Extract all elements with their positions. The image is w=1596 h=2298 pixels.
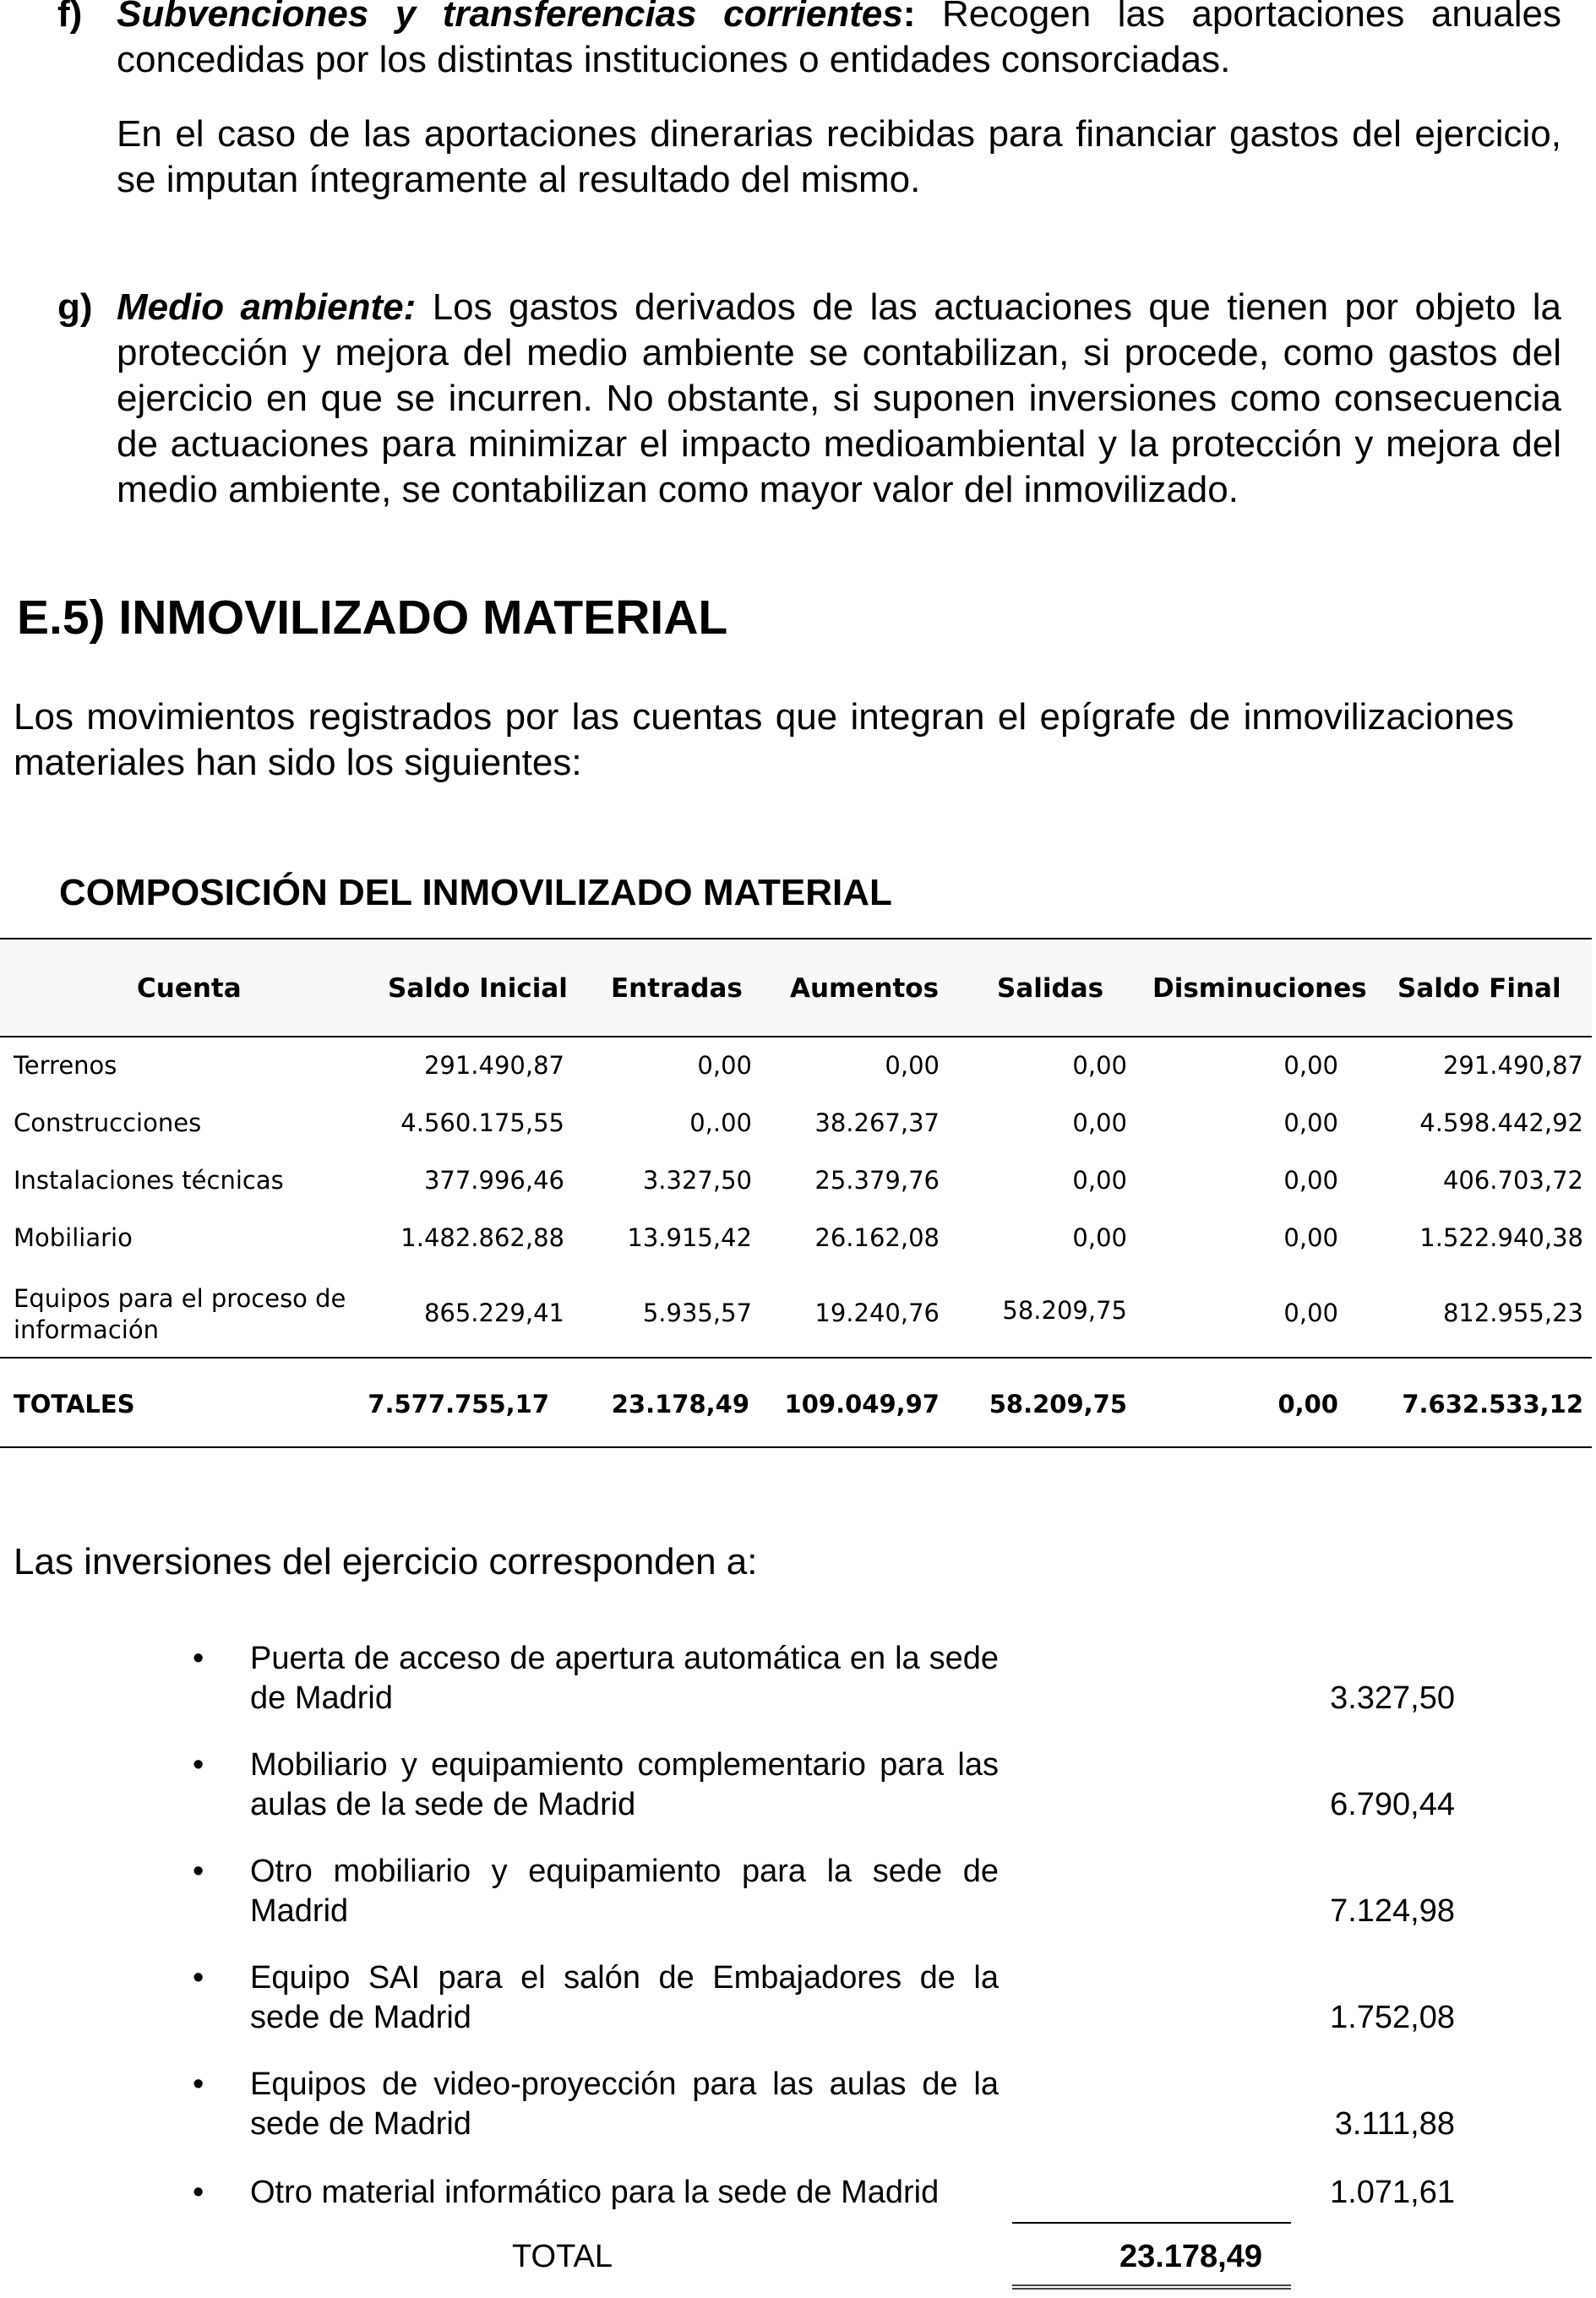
- row-1-salidas: 0,00: [1072, 1051, 1127, 1080]
- row-1-saldo-inicial: 291.490,87: [423, 1051, 564, 1080]
- row-4-salidas: 0,00: [1072, 1223, 1127, 1252]
- investment-amount: 3.111,88: [1334, 2106, 1455, 2142]
- col-header-aumentos: Aumentos: [790, 973, 940, 1004]
- row-3-cuenta: Instalaciones técnicas: [14, 1166, 284, 1195]
- row-2-salidas: 0,00: [1072, 1108, 1127, 1137]
- row-2-entradas: 0,.00: [689, 1108, 752, 1137]
- row-1-cuenta: Terrenos: [14, 1051, 117, 1080]
- row-4-aumentos: 26.162,08: [814, 1223, 940, 1252]
- item-g-paragraph: [117, 285, 1561, 513]
- row-2-saldo-final: 4.598.442,92: [1419, 1108, 1583, 1137]
- col-header-entradas: Entradas: [611, 973, 743, 1004]
- row-5-salidas: 58.209,75: [1002, 1296, 1127, 1325]
- row-4-cuenta: Mobiliario: [14, 1223, 133, 1252]
- col-header-disminuciones: Disminuciones: [1152, 973, 1367, 1004]
- row-1-disminuciones: 0,00: [1283, 1051, 1338, 1080]
- section-intro: Los movimientos registrados por las cuentas que integran el epígrafe de inmovilizaciones materiales han sido los siguientes:: [14, 696, 1514, 783]
- row-1-entradas: 0,00: [697, 1051, 752, 1080]
- item-g-marker: g): [57, 286, 93, 328]
- col-header-salidas: Salidas: [997, 973, 1104, 1004]
- bullet-icon: •: [193, 2175, 204, 2210]
- total-top-rule: [1012, 2222, 1291, 2224]
- item-f-marker: f): [57, 0, 83, 35]
- investment-desc: Mobiliario y equipamiento complementario para las aulas de la sede de Madrid: [250, 1747, 999, 1822]
- investment-amount: 1.752,08: [1330, 2000, 1455, 2035]
- row-3-entradas: 3.327,50: [642, 1166, 752, 1195]
- row-3-saldo-inicial: 377.996,46: [423, 1166, 564, 1195]
- row-5-cuenta-line2: información: [14, 1315, 159, 1344]
- item-f-title: Subvenciones y transferencias corrientes: [117, 0, 903, 35]
- totals-entradas: 23.178,49: [611, 1390, 749, 1419]
- row-4-disminuciones: 0,00: [1283, 1223, 1338, 1252]
- row-3-saldo-final: 406.703,72: [1442, 1166, 1583, 1195]
- item-f-paragraph: [117, 0, 1561, 83]
- section-heading: E.5) INMOVILIZADO MATERIAL: [17, 591, 728, 645]
- row-4-saldo-inicial: 1.482.862,88: [400, 1223, 564, 1252]
- item-f-text: Recogen las aportaciones anuales concedidas por los distintas instituciones o entidades consorciadas.: [117, 0, 1561, 80]
- bullet-icon: •: [193, 1641, 204, 1676]
- item-g-text: Los gastos derivados de las actuaciones que tienen por objeto la protección y mejora del medio ambiente se contabilizan, si procede, como gastos del ejercicio en que se incurren. No obstante, si suponen inversiones como consecuencia de actuaciones para minimizar el impacto medioambiental y la protección y mejora del medio ambiente, se contabilizan como mayor valor del inmovilizado.: [117, 286, 1561, 510]
- row-5-disminuciones: 0,00: [1283, 1299, 1338, 1327]
- totals-disminuciones: 0,00: [1277, 1390, 1338, 1419]
- row-2-disminuciones: 0,00: [1283, 1108, 1338, 1137]
- row-3-aumentos: 25.379,76: [814, 1166, 940, 1195]
- row-2-aumentos: 38.267,37: [814, 1108, 940, 1137]
- row-5-entradas: 5.935,57: [642, 1299, 752, 1327]
- row-5-saldo-final: 812.955,23: [1442, 1299, 1583, 1327]
- totals-saldo-final: 7.632.533,12: [1402, 1390, 1583, 1419]
- totals-aumentos: 109.049,97: [784, 1390, 940, 1419]
- investments-intro: Las inversiones del ejercicio corresponden a:: [14, 1541, 758, 1582]
- row-1-saldo-final: 291.490,87: [1442, 1051, 1583, 1080]
- bullet-icon: •: [193, 1747, 204, 1783]
- bullet-icon: •: [193, 1854, 204, 1889]
- investment-desc: Equipos de video-proyección para las aulas de la sede de Madrid: [250, 2067, 999, 2142]
- row-2-saldo-inicial: 4.560.175,55: [400, 1108, 564, 1137]
- totals-top-rule: [0, 1357, 1592, 1359]
- col-header-cuenta: Cuenta: [137, 973, 242, 1004]
- row-2-cuenta: Construcciones: [14, 1108, 202, 1137]
- item-g-title: Medio ambiente:: [117, 286, 417, 328]
- row-5-cuenta-line1: Equipos para el proceso de: [14, 1284, 346, 1313]
- investment-amount: 3.327,50: [1330, 1680, 1455, 1716]
- item-f-paragraph-2: En el caso de las aportaciones dinerarias recibidas para financiar gastos del ejercicio, se imputan íntegramente al resultado del mismo.: [117, 113, 1561, 200]
- table-bottom-rule: [0, 1446, 1592, 1448]
- total-double-rule: [1012, 2284, 1291, 2290]
- col-header-saldo-final: Saldo Final: [1397, 973, 1561, 1004]
- investment-amount: 1.071,61: [1330, 2175, 1455, 2210]
- row-5-saldo-inicial: 865.229,41: [423, 1299, 564, 1327]
- totals-salidas: 58.209,75: [989, 1390, 1127, 1419]
- bullet-icon: •: [193, 1960, 204, 1996]
- row-3-salidas: 0,00: [1072, 1166, 1127, 1195]
- investments-total-amount: 23.178,49: [1119, 2239, 1262, 2274]
- investment-amount: 6.790,44: [1330, 1787, 1455, 1822]
- table-title: COMPOSICIÓN DEL INMOVILIZADO MATERIAL: [59, 872, 892, 913]
- investment-desc: Equipo SAI para el salón de Embajadores de la sede de Madrid: [250, 1960, 999, 2035]
- row-1-aumentos: 0,00: [885, 1051, 940, 1080]
- investments-total-label: TOTAL: [512, 2239, 613, 2274]
- col-header-saldo-inicial: Saldo Inicial: [388, 973, 568, 1004]
- investment-desc: Otro material informático para la sede de Madrid: [250, 2175, 940, 2210]
- bullet-icon: •: [193, 2067, 204, 2102]
- row-4-entradas: 13.915,42: [627, 1223, 752, 1252]
- item-f-colon: :: [902, 0, 916, 35]
- totals-saldo-inicial: 7.577.755,17: [368, 1390, 549, 1419]
- row-4-saldo-final: 1.522.940,38: [1419, 1223, 1583, 1252]
- investment-desc: Puerta de acceso de apertura automática en la sede de Madrid: [250, 1641, 999, 1716]
- investment-desc: Otro mobiliario y equipamiento para la sede de Madrid: [250, 1854, 999, 1929]
- investment-amount: 7.124,98: [1330, 1893, 1455, 1929]
- totals-label: TOTALES: [14, 1390, 135, 1419]
- row-3-disminuciones: 0,00: [1283, 1166, 1338, 1195]
- row-5-aumentos: 19.240,76: [814, 1299, 940, 1327]
